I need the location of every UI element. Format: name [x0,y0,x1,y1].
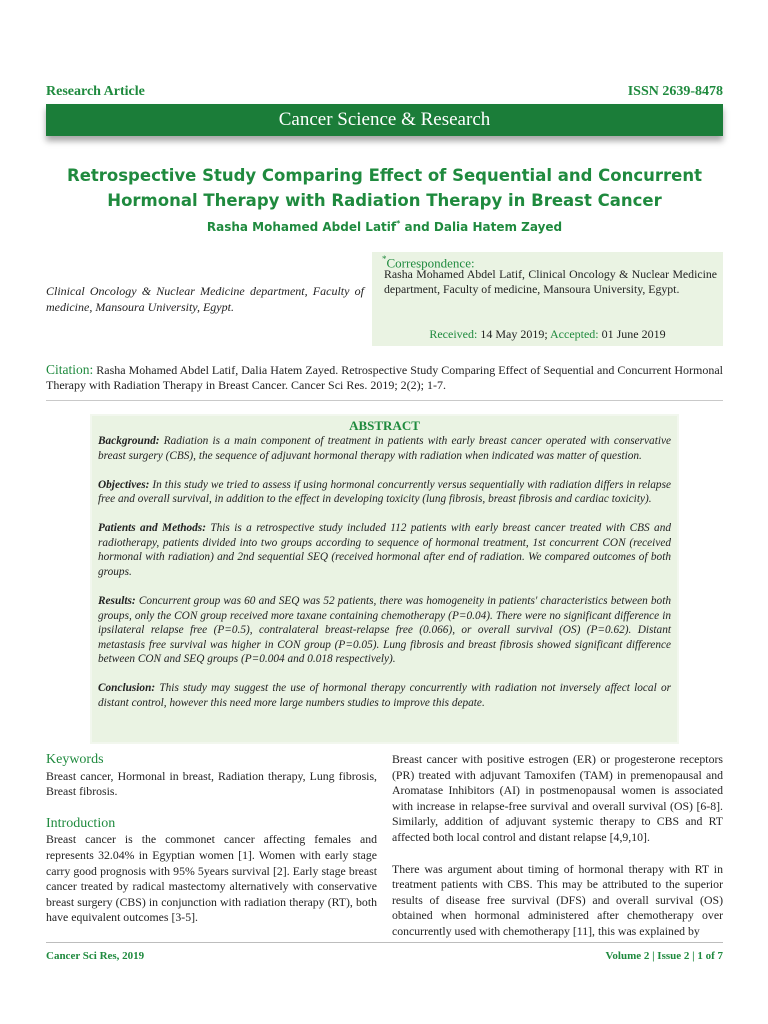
author-rest: and Dalia Hatem Zayed [400,220,563,234]
journal-banner [46,104,723,136]
footer-left: Cancer Sci Res, 2019 [46,950,145,962]
introduction-text: Breast cancer is the commonet cancer affecting females and represents 32.04% in Egyptian women [1]. Women with early stage carry good prognosis with 95% 5years survival [2]. Early stage breast cancer treated by radical mastectomy alternatively with conservative breast surgery (CBS) in conjunction with radiation therapy (RT), both have equivalent outcomes [3-5]. [46,832,377,925]
right-paragraph-1: Breast cancer with positive estrogen (ER) or progesterone receptors (PR) treated with adjuvant Tamoxifen (TAM) in premenopausal and Aromatase Inhibitors (AI) in postmenopausal women is associated with increase in relapse-free survival and overall survival (OS) [6-8]. Similarly, addition of adjuvant systemic therapy to CBS and RT affected both local control and distant relapse [4,9,10]. [392,752,723,844]
citation-label: Citation: [46,362,94,377]
abstract-heading: ABSTRACT [349,418,420,433]
correspondence-box [372,252,723,346]
corresponding-mark: * [396,219,401,228]
top-line [46,84,723,102]
introduction-heading: Introduction [46,815,116,831]
keywords-heading: Keywords [46,752,104,767]
article-type: Research Article [46,84,145,99]
issn: ISSN 2639-8478 [627,84,723,99]
citation [46,362,723,393]
abstract-conclusion: Conclusion: This study may suggest the use of hormonal therapy concurrently with radiation not inversely affect local or distant control, however this need more large numbers studies to improve this depate. [98,682,671,709]
abstract-box [92,416,677,742]
accepted-date: 01 June 2019 [598,327,666,341]
citation-text: Rasha Mohamed Abdel Latif, Dalia Hatem Zayed. Retrospective Study Comparing Effect of Sequential and Concurrent Hormonal Therapy with Radiation Therapy in Breast Cancer. Cancer Sci Res. 2019; 2(2); 1-7. [46,363,723,392]
footer-right: Volume 2 | Issue 2 | 1 of 7 [605,950,723,962]
affiliation: Clinical Oncology & Nuclear Medicine department, Faculty of medicine, Mansoura University, Egypt. [46,284,364,314]
title-line-2: Hormonal Therapy with Radiation Therapy in Breast Cancer [107,191,662,210]
abstract-methods: Patients and Methods: This is a retrospective study included 112 patients with early breast cancer treated with CBS and radiotherapy, patients divided into two groups according to sequence of hormonal treatment, 1st concurrent CON (received hormonal with radiation) and 2nd sequential SEQ (received hormonal after end of radiation. We compared outcomes of both groups. [98,522,671,578]
correspondence-text: Rasha Mohamed Abdel Latif, Clinical Oncology & Nuclear Medicine department, Faculty of medicine, Mansoura University, Egypt. [384,267,717,296]
right-paragraph-2: There was argument about timing of hormonal therapy with RT in treatment patients with CBS. This may be attributed to the superior results of disease free survival (DFS) and overall survival (OS) obtained when hormonal administered after chemotherapy over concurrently used with chemotherapy [11], this was explained by [392,861,723,938]
authors [46,219,723,234]
divider [46,400,723,401]
author-1: Rasha Mohamed Abdel Latif [206,220,397,234]
abstract-background: Background: Radiation is a main component of treatment in patients with early breast cancer operated with conservative breast surgery (CBS), the sequence of adjuvant hormonal therapy with radiation when indicated was matter of question. [98,435,671,462]
correspondence-heading: *Correspondence: [382,254,475,271]
keywords-text: Breast cancer, Hormonal in breast, Radiation therapy, Lung fibrosis, Breast fibrosis. [46,768,377,799]
abstract-results: Results: Concurrent group was 60 and SEQ was 52 patients, there was homogeneity in patients' characteristics between both groups, only the CON group received more taxane containing chemotherapy (P=0.04). There were no significant difference in ipsilateral relapse free (P=0.5), contralateral breast-relapse free (0.066), or overall survival (OS) (P=0.62). Distant metastasis free survival was higher in CON group (P=0.05). Lung fibrosis and breast fibrosis showed significant difference between CON and SEQ groups (P=0.004 and 0.018 respectively). [98,594,671,666]
accepted-label: Accepted: [550,327,599,341]
paper-title [46,163,723,213]
received-label: Received: [429,327,478,341]
footer-rule [46,942,723,943]
left-column [46,752,377,926]
right-column [392,752,723,940]
journal-name: Cancer Science & Research [278,109,491,130]
received-date: 14 May 2019; [477,327,550,341]
abstract-objectives: Objectives: In this study we tried to assess if using hormonal concurrently versus sequentially with radiation differs in relapse free and overall survival, in addition to the effect in developing toxicity (lung fibrosis, breast fibrosis and cardiac toxicity). [98,478,671,506]
abstract-body [98,434,671,725]
title-line-1: Retrospective Study Comparing Effect of Sequential and Concurrent [66,166,702,185]
dates [372,327,723,342]
